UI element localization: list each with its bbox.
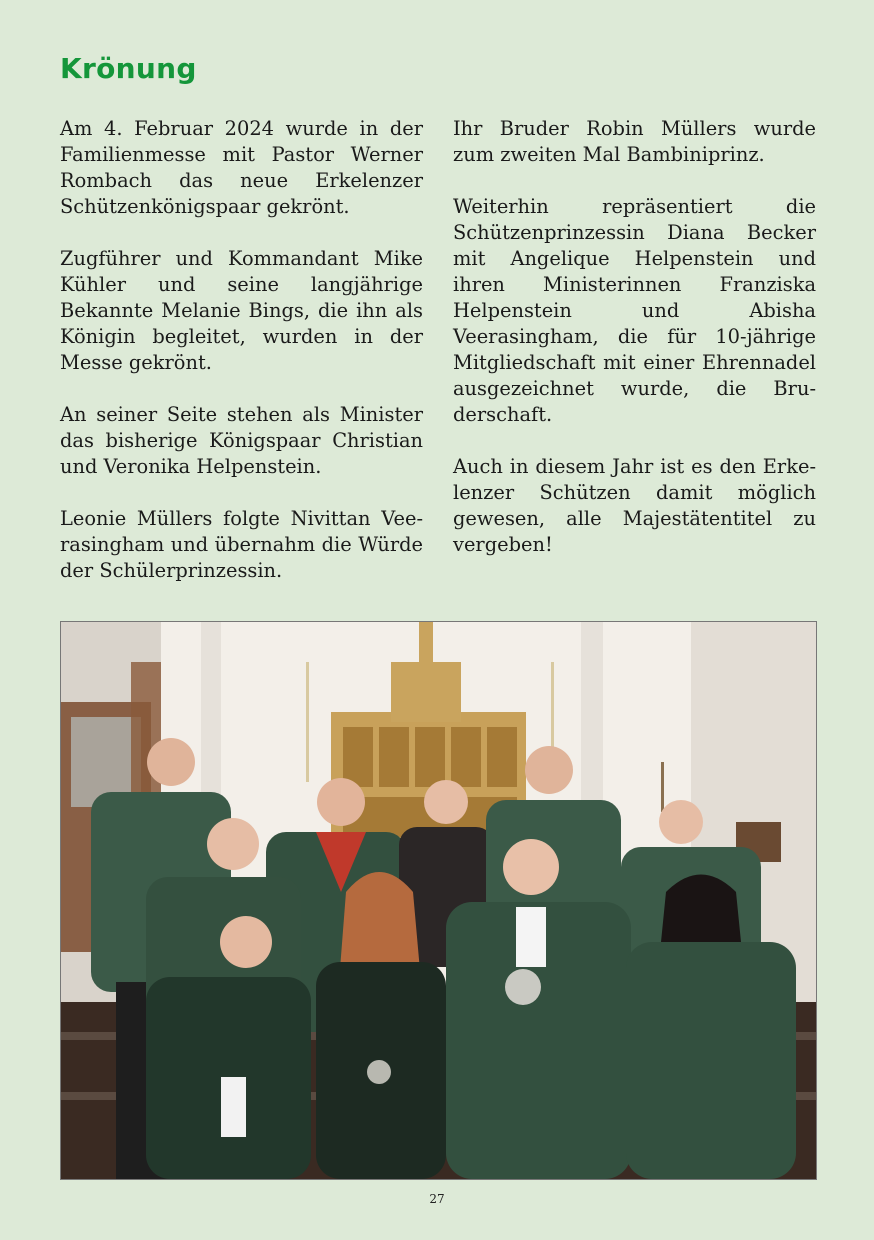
- article-title: Krönung: [60, 52, 197, 85]
- paragraph: Ihr Bruder Robin Müllers wurde zum zweiten Mal Bambiniprinz.: [453, 117, 816, 166]
- paragraph: Am 4. Februar 2024 wurde in der Familienmesse mit Pastor Werner Rombach das neue Erkelenzer Schützenkönigspaar gekrönt.: [60, 117, 423, 218]
- paragraph: Leonie Müllers folgte Nivittan Veerasingham und übernahm die Würde der Schülerprinzessin.: [60, 507, 423, 582]
- page-number: 27: [429, 1192, 445, 1206]
- paragraph: Zugführer und Kommandant Mike Kühler und seine langjährige Bekannte Melanie Bings, die ihn als Königin begleitet, wurden in der Messe gekrönt.: [60, 247, 423, 374]
- paragraph: Auch in diesem Jahr ist es den Erkelenzer Schützen damit möglich gewesen, alle Majestätentitel zu vergeben!: [453, 455, 816, 556]
- text-column-left: [60, 116, 423, 610]
- paragraph: Weiterhin repräsentiert die Schützenprinzessin Diana Becker mit Angelique Helpenstein und ihren Ministerinnen Franziska Helpenstein und Abisha Veerasingham, die für 10-jährige Mitgliedschaft mit einer Ehrennadel ausgezeichnet wurde, die Bruderschaft.: [453, 195, 816, 426]
- text-column-right: [453, 116, 816, 584]
- paragraph: An seiner Seite stehen als Minister das bisherige Königspaar Christian und Veronika Helpenstein.: [60, 403, 423, 478]
- group-photo: [60, 621, 817, 1180]
